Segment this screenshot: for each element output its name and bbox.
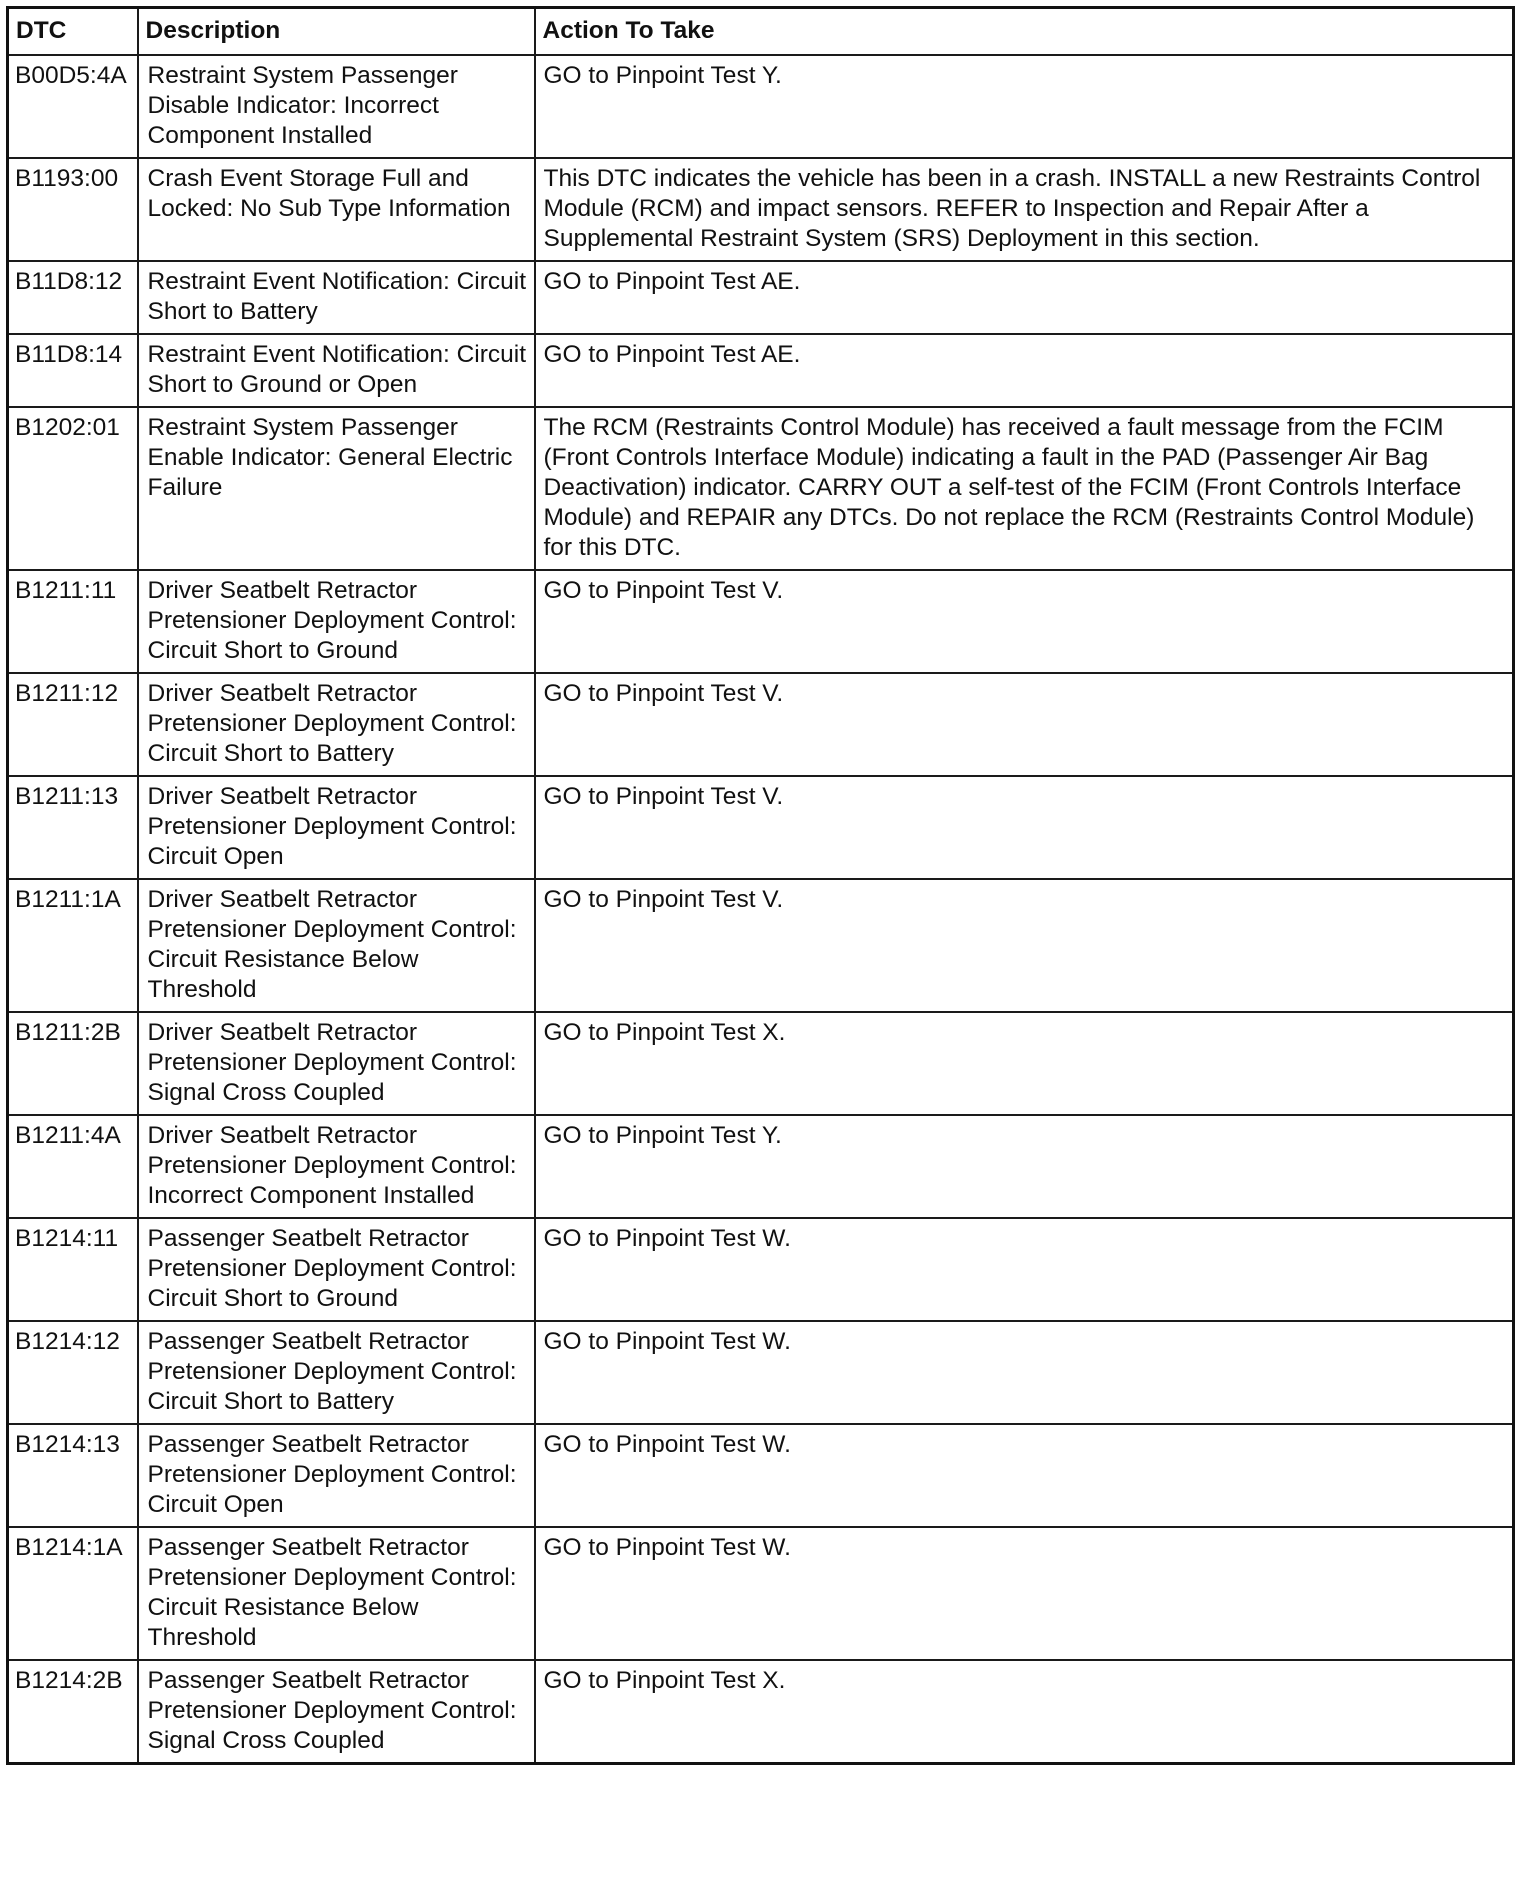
dtc-action: GO to Pinpoint Test V. [535, 673, 1514, 776]
dtc-action: GO to Pinpoint Test Y. [535, 55, 1514, 158]
dtc-table-container [6, 6, 1512, 1765]
table-header [8, 8, 1514, 55]
dtc-table [6, 6, 1515, 1765]
column-header-description: Description [138, 8, 535, 55]
dtc-action: GO to Pinpoint Test V. [535, 570, 1514, 673]
dtc-code: B1214:2B [8, 1660, 138, 1764]
table-row [8, 879, 1514, 1012]
table-row [8, 261, 1514, 334]
dtc-code: B11D8:14 [8, 334, 138, 407]
dtc-description: Restraint System Passenger Disable Indicator: Incorrect Component Installed [138, 55, 535, 158]
dtc-action: GO to Pinpoint Test X. [535, 1012, 1514, 1115]
dtc-description: Driver Seatbelt Retractor Pretensioner Deployment Control: Circuit Resistance Below Threshold [138, 879, 535, 1012]
dtc-action: GO to Pinpoint Test V. [535, 776, 1514, 879]
table-row [8, 1660, 1514, 1764]
dtc-code: B1214:12 [8, 1321, 138, 1424]
dtc-description: Restraint Event Notification: Circuit Short to Ground or Open [138, 334, 535, 407]
dtc-action: GO to Pinpoint Test W. [535, 1424, 1514, 1527]
dtc-code: B1211:13 [8, 776, 138, 879]
table-row [8, 1012, 1514, 1115]
table-row [8, 570, 1514, 673]
dtc-code: B11D8:12 [8, 261, 138, 334]
dtc-description: Driver Seatbelt Retractor Pretensioner Deployment Control: Circuit Open [138, 776, 535, 879]
dtc-action: GO to Pinpoint Test AE. [535, 261, 1514, 334]
table-row [8, 1321, 1514, 1424]
column-header-action: Action To Take [535, 8, 1514, 55]
dtc-action: GO to Pinpoint Test W. [535, 1527, 1514, 1660]
dtc-action: GO to Pinpoint Test W. [535, 1218, 1514, 1321]
table-row [8, 158, 1514, 261]
dtc-action: GO to Pinpoint Test X. [535, 1660, 1514, 1764]
dtc-action: This DTC indicates the vehicle has been in a crash. INSTALL a new Restraints Control Module (RCM) and impact sensors. REFER to Inspection and Repair After a Supplemental Restraint System (SRS) Deployment in this section. [535, 158, 1514, 261]
dtc-code: B1214:11 [8, 1218, 138, 1321]
table-row [8, 1527, 1514, 1660]
table-row [8, 1424, 1514, 1527]
dtc-code: B1211:11 [8, 570, 138, 673]
dtc-code: B1211:1A [8, 879, 138, 1012]
dtc-description: Passenger Seatbelt Retractor Pretensioner Deployment Control: Signal Cross Coupled [138, 1660, 535, 1764]
dtc-description: Crash Event Storage Full and Locked: No Sub Type Information [138, 158, 535, 261]
dtc-code: B1214:1A [8, 1527, 138, 1660]
table-row [8, 776, 1514, 879]
dtc-action: GO to Pinpoint Test Y. [535, 1115, 1514, 1218]
dtc-action: GO to Pinpoint Test AE. [535, 334, 1514, 407]
dtc-code: B1211:2B [8, 1012, 138, 1115]
dtc-description: Driver Seatbelt Retractor Pretensioner Deployment Control: Circuit Short to Ground [138, 570, 535, 673]
table-row [8, 1115, 1514, 1218]
dtc-description: Driver Seatbelt Retractor Pretensioner Deployment Control: Incorrect Component Installed [138, 1115, 535, 1218]
dtc-description: Restraint Event Notification: Circuit Short to Battery [138, 261, 535, 334]
table-row [8, 334, 1514, 407]
dtc-code: B00D5:4A [8, 55, 138, 158]
column-header-dtc: DTC [8, 8, 138, 55]
dtc-action: GO to Pinpoint Test V. [535, 879, 1514, 1012]
dtc-code: B1211:12 [8, 673, 138, 776]
dtc-description: Passenger Seatbelt Retractor Pretensioner Deployment Control: Circuit Short to Ground [138, 1218, 535, 1321]
table-body [8, 55, 1514, 1764]
table-row [8, 407, 1514, 570]
dtc-action: GO to Pinpoint Test W. [535, 1321, 1514, 1424]
header-row [8, 8, 1514, 55]
dtc-description: Driver Seatbelt Retractor Pretensioner Deployment Control: Circuit Short to Battery [138, 673, 535, 776]
dtc-description: Restraint System Passenger Enable Indicator: General Electric Failure [138, 407, 535, 570]
table-row [8, 1218, 1514, 1321]
dtc-code: B1202:01 [8, 407, 138, 570]
dtc-description: Driver Seatbelt Retractor Pretensioner Deployment Control: Signal Cross Coupled [138, 1012, 535, 1115]
dtc-code: B1211:4A [8, 1115, 138, 1218]
dtc-code: B1214:13 [8, 1424, 138, 1527]
dtc-description: Passenger Seatbelt Retractor Pretensioner Deployment Control: Circuit Short to Battery [138, 1321, 535, 1424]
dtc-action: The RCM (Restraints Control Module) has received a fault message from the FCIM (Front Controls Interface Module) indicating a fault in the PAD (Passenger Air Bag Deactivation) indicator. CARRY OUT a self-test of the FCIM (Front Controls Interface Module) and REPAIR any DTCs. Do not replace the RCM (Restraints Control Module) for this DTC. [535, 407, 1514, 570]
table-row [8, 673, 1514, 776]
dtc-description: Passenger Seatbelt Retractor Pretensioner Deployment Control: Circuit Resistance Below Threshold [138, 1527, 535, 1660]
table-row [8, 55, 1514, 158]
dtc-code: B1193:00 [8, 158, 138, 261]
dtc-description: Passenger Seatbelt Retractor Pretensioner Deployment Control: Circuit Open [138, 1424, 535, 1527]
